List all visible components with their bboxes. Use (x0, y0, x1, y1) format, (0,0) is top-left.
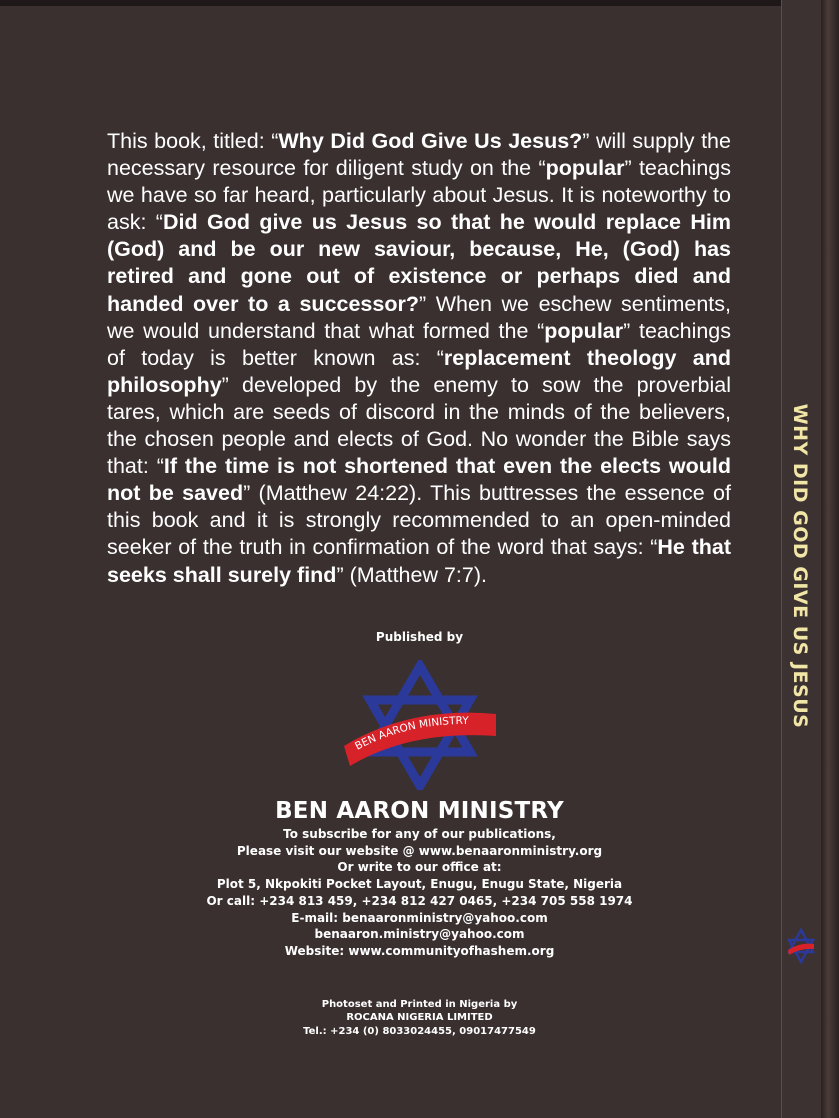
blurb-bold-title: Why Did God Give Us Jesus? (278, 129, 583, 153)
publisher-info (0, 796, 839, 960)
ministry-name: BEN AARON MINISTRY (275, 798, 564, 824)
blurb-text: ” teachings of today is better known as: “ (107, 318, 732, 370)
address-line: Plot 5, Nkpokiti Pocket Layout, Enugu, Enugu State, Nigeria (216, 877, 623, 892)
blurb-bold-quote-matthew-7: He that seeks shall surely find (107, 535, 731, 587)
website-line: Please visit our website @ www.benaaronministry.org (236, 843, 603, 858)
spine-logo-icon (786, 928, 816, 964)
printed-by-line: Photoset and Printed in Nigeria by (321, 999, 518, 1010)
blurb-text: ” (Matthew 24:22). This buttresses the essence of this book and it is strongly recommended to an open-minded seeker of the truth in confirmation of the word that says: “ (107, 481, 731, 560)
blurb-text: ” developed by the enemy to sow the proverbial tares, which are seeds of discord in the minds of the believers, the chosen people and elects of God. No wonder the Bible says that: “ (107, 372, 731, 479)
blurb-bold-quote-matthew-24: If the time is not shortened that even the elects would not be saved (107, 454, 732, 506)
printer-info (0, 998, 839, 1038)
blurb-bold-replacement: replacement theology and philosophy (107, 345, 731, 397)
write-line: Or write to our office at: (337, 860, 502, 875)
printer-name: ROCANA NIGERIA LIMITED (346, 1012, 493, 1024)
blurb-bold-popular: popular (544, 318, 624, 343)
blurb-text: ” (Matthew 7:7). (336, 562, 487, 587)
community-website-line: Website: www.communityofhashem.org (284, 943, 555, 958)
subscribe-line: To subscribe for any of our publications, (283, 827, 556, 841)
blurb-text: ” When we eschew sentiments, we would understand that what formed the “ (107, 291, 731, 343)
top-strip (0, 0, 782, 6)
blurb-text: This book, titled: “ (107, 129, 279, 153)
blurb-paragraph (107, 128, 731, 589)
ministry-logo (340, 660, 500, 790)
published-by-label: Published by (375, 630, 464, 644)
logo-banner-text: BEN AARON MINISTRY (353, 714, 469, 753)
phone-line: Or call: +234 813 459, +234 812 427 0465, +234 705 558 1974 (206, 893, 633, 908)
email-line: E-mail: benaaronministry@yahoo.com (291, 910, 548, 925)
printer-phone: Tel.: +234 (0) 8033024455, 09017477549 (303, 1025, 536, 1037)
email-line-2: benaaron.ministry@yahoo.com (314, 927, 525, 942)
blurb-text: ” will supply the necessary resource for diligent study on the “ (107, 129, 731, 181)
cover-edge (821, 0, 839, 1118)
blurb-bold-question: Did God give us Jesus so that he would replace Him (God) and be our new saviour, because, He, (God) has retired and gone out of existence or perhaps died and handed over to a successor? (107, 210, 731, 316)
spine-title: WHY DID GOD GIVE US JESUS (789, 403, 811, 729)
blurb-text: ” teachings we have so far heard, particularly about Jesus. It is noteworthy to ask: “ (107, 156, 731, 235)
blurb-bold-popular: popular (545, 156, 625, 181)
